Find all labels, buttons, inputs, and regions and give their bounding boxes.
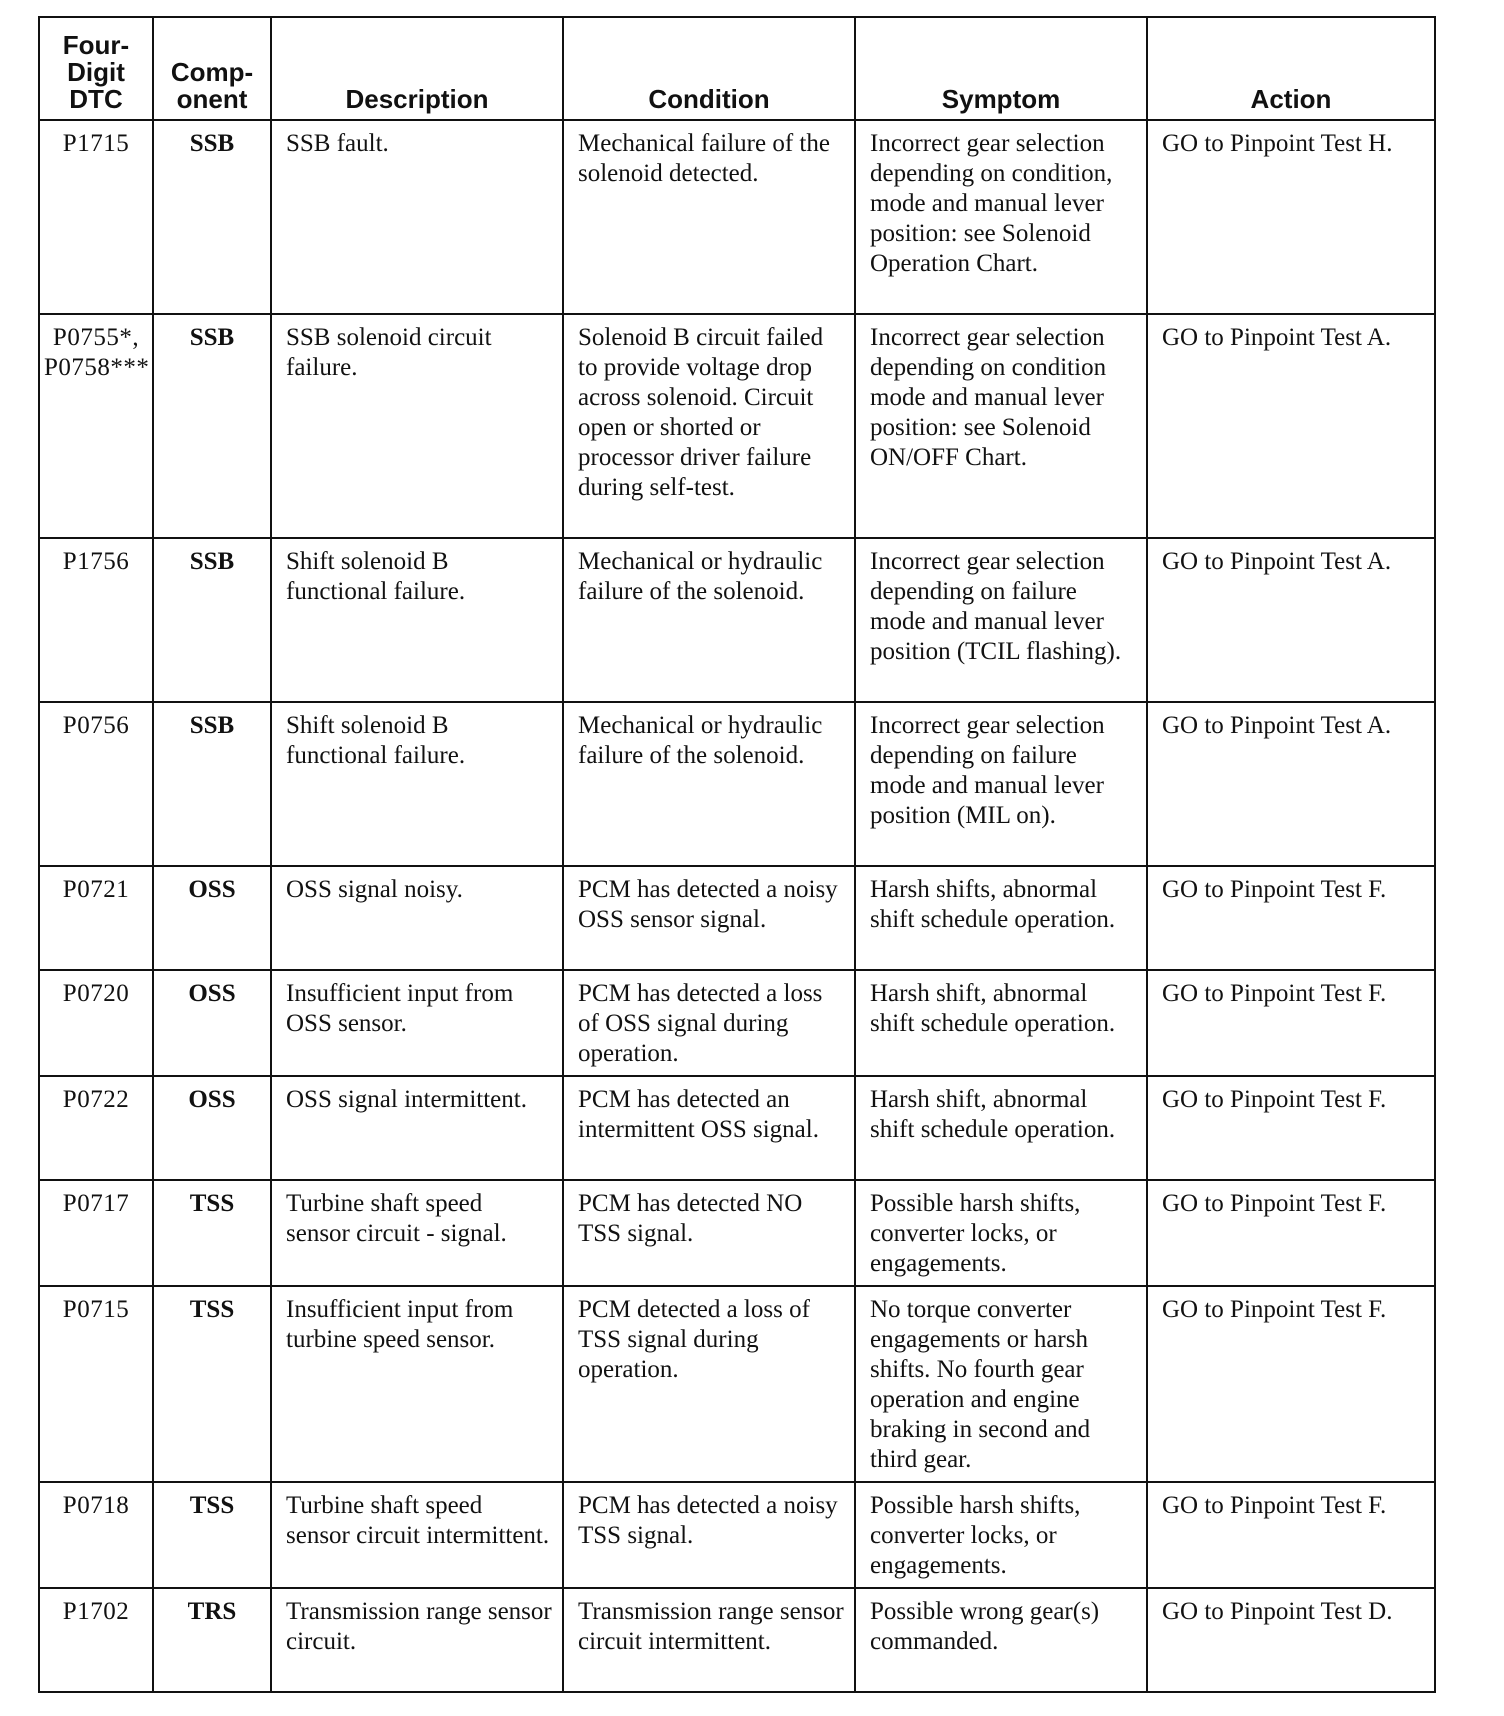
condition-cell: PCM has detected NO TSS signal. <box>563 1180 855 1286</box>
action-cell: GO to Pinpoint Test A. <box>1147 314 1435 538</box>
dtc-code: P0718 <box>39 1482 153 1588</box>
header-condition: Condition <box>563 17 855 120</box>
dtc-code: P0756 <box>39 702 153 866</box>
dtc-code: P0715 <box>39 1286 153 1482</box>
action-cell: GO to Pinpoint Test F. <box>1147 1286 1435 1482</box>
condition-cell: PCM has detected a noisy TSS signal. <box>563 1482 855 1588</box>
table-row <box>39 538 1435 702</box>
component-cell: SSB <box>153 702 271 866</box>
dtc-code: P0755*, P0758*** <box>39 314 153 538</box>
description-cell: SSB fault. <box>271 120 563 314</box>
table-row <box>39 1076 1435 1180</box>
dtc-code: P0721 <box>39 866 153 970</box>
header-dtc: Four- Digit DTC <box>39 17 153 120</box>
symptom-cell: Harsh shift, abnormal shift schedule operation. <box>855 970 1147 1076</box>
symptom-cell: Possible wrong gear(s) commanded. <box>855 1588 1147 1692</box>
description-cell: Insufficient input from turbine speed sensor. <box>271 1286 563 1482</box>
condition-cell: PCM has detected a loss of OSS signal during operation. <box>563 970 855 1076</box>
dtc-code: P1715 <box>39 120 153 314</box>
condition-cell: PCM detected a loss of TSS signal during operation. <box>563 1286 855 1482</box>
header-component: Comp- onent <box>153 17 271 120</box>
condition-cell: Mechanical or hydraulic failure of the solenoid. <box>563 702 855 866</box>
description-cell: SSB solenoid circuit failure. <box>271 314 563 538</box>
action-cell: GO to Pinpoint Test A. <box>1147 702 1435 866</box>
component-cell: OSS <box>153 866 271 970</box>
dtc-table <box>38 16 1436 1693</box>
dtc-code: P0717 <box>39 1180 153 1286</box>
action-cell: GO to Pinpoint Test F. <box>1147 866 1435 970</box>
description-cell: Shift solenoid B functional failure. <box>271 702 563 866</box>
description-cell: Turbine shaft speed sensor circuit - signal. <box>271 1180 563 1286</box>
header-description: Description <box>271 17 563 120</box>
component-cell: SSB <box>153 120 271 314</box>
symptom-cell: Harsh shift, abnormal shift schedule operation. <box>855 1076 1147 1180</box>
action-cell: GO to Pinpoint Test A. <box>1147 538 1435 702</box>
description-cell: OSS signal noisy. <box>271 866 563 970</box>
component-cell: OSS <box>153 1076 271 1180</box>
action-cell: GO to Pinpoint Test H. <box>1147 120 1435 314</box>
action-cell: GO to Pinpoint Test F. <box>1147 1180 1435 1286</box>
component-cell: TSS <box>153 1180 271 1286</box>
dtc-code: P0722 <box>39 1076 153 1180</box>
table-header-row <box>39 17 1435 120</box>
header-symptom: Symptom <box>855 17 1147 120</box>
symptom-cell: Incorrect gear selection depending on failure mode and manual lever position (TCIL flashing). <box>855 538 1147 702</box>
dtc-table-page <box>38 16 1434 1693</box>
dtc-code: P1756 <box>39 538 153 702</box>
symptom-cell: Incorrect gear selection depending on failure mode and manual lever position (MIL on). <box>855 702 1147 866</box>
component-cell: OSS <box>153 970 271 1076</box>
component-cell: TSS <box>153 1286 271 1482</box>
table-row <box>39 120 1435 314</box>
dtc-code: P1702 <box>39 1588 153 1692</box>
component-cell: TSS <box>153 1482 271 1588</box>
table-row <box>39 314 1435 538</box>
action-cell: GO to Pinpoint Test F. <box>1147 970 1435 1076</box>
condition-cell: PCM has detected an intermittent OSS signal. <box>563 1076 855 1180</box>
description-cell: Turbine shaft speed sensor circuit intermittent. <box>271 1482 563 1588</box>
action-cell: GO to Pinpoint Test F. <box>1147 1076 1435 1180</box>
component-cell: SSB <box>153 538 271 702</box>
symptom-cell: Possible harsh shifts, converter locks, or engagements. <box>855 1180 1147 1286</box>
symptom-cell: Incorrect gear selection depending on condition mode and manual lever position: see Solenoid ON/OFF Chart. <box>855 314 1147 538</box>
component-cell: TRS <box>153 1588 271 1692</box>
condition-cell: Mechanical or hydraulic failure of the solenoid. <box>563 538 855 702</box>
action-cell: GO to Pinpoint Test F. <box>1147 1482 1435 1588</box>
description-cell: Transmission range sensor circuit. <box>271 1588 563 1692</box>
table-row <box>39 1482 1435 1588</box>
dtc-code: P0720 <box>39 970 153 1076</box>
condition-cell: Transmission range sensor circuit intermittent. <box>563 1588 855 1692</box>
table-row <box>39 1286 1435 1482</box>
table-row <box>39 702 1435 866</box>
symptom-cell: Harsh shifts, abnormal shift schedule operation. <box>855 866 1147 970</box>
action-cell: GO to Pinpoint Test D. <box>1147 1588 1435 1692</box>
symptom-cell: No torque converter engagements or harsh shifts. No fourth gear operation and engine braking in second and third gear. <box>855 1286 1147 1482</box>
condition-cell: Solenoid B circuit failed to provide voltage drop across solenoid. Circuit open or shorted or processor driver failure during self-test. <box>563 314 855 538</box>
header-action: Action <box>1147 17 1435 120</box>
description-cell: Insufficient input from OSS sensor. <box>271 970 563 1076</box>
description-cell: Shift solenoid B functional failure. <box>271 538 563 702</box>
condition-cell: Mechanical failure of the solenoid detected. <box>563 120 855 314</box>
table-row <box>39 970 1435 1076</box>
table-row <box>39 1588 1435 1692</box>
table-row <box>39 1180 1435 1286</box>
component-cell: SSB <box>153 314 271 538</box>
table-row <box>39 866 1435 970</box>
description-cell: OSS signal intermittent. <box>271 1076 563 1180</box>
condition-cell: PCM has detected a noisy OSS sensor signal. <box>563 866 855 970</box>
symptom-cell: Possible harsh shifts, converter locks, or engagements. <box>855 1482 1147 1588</box>
symptom-cell: Incorrect gear selection depending on condition, mode and manual lever position: see Solenoid Operation Chart. <box>855 120 1147 314</box>
